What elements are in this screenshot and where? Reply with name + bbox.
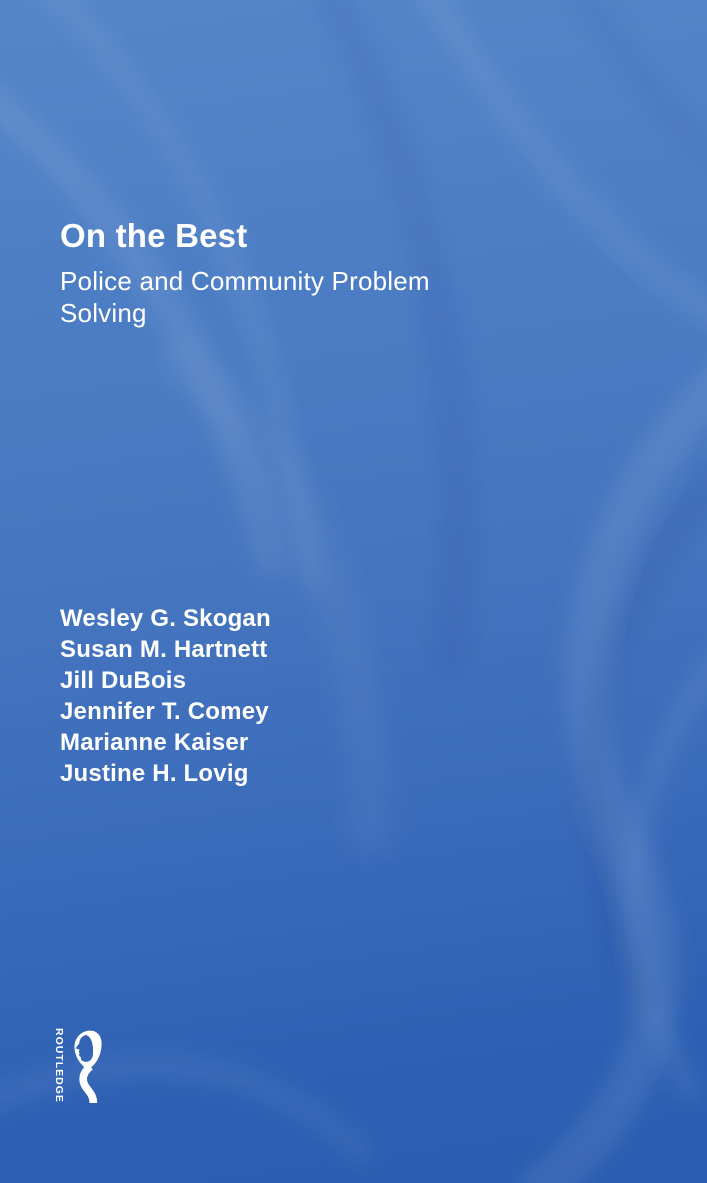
author-name: Jill DuBois xyxy=(60,667,187,694)
publisher-wordmark: ROUTLEDGE xyxy=(53,1028,65,1103)
author-name: Marianne Kaiser xyxy=(60,729,249,756)
routledge-r-icon xyxy=(70,1028,104,1105)
author-name: Jennifer T. Comey xyxy=(60,698,269,725)
author-name: Justine H. Lovig xyxy=(60,760,249,787)
book-subtitle-line-1: Police and Community Problem xyxy=(60,266,430,296)
book-subtitle xyxy=(60,265,430,329)
author-list xyxy=(60,603,271,789)
routledge-logo xyxy=(53,1028,104,1105)
author-name: Wesley G. Skogan xyxy=(60,605,271,632)
author-name: Susan M. Hartnett xyxy=(60,636,268,663)
book-subtitle-line-2: Solving xyxy=(60,298,147,328)
book-title: On the Best xyxy=(60,217,248,254)
